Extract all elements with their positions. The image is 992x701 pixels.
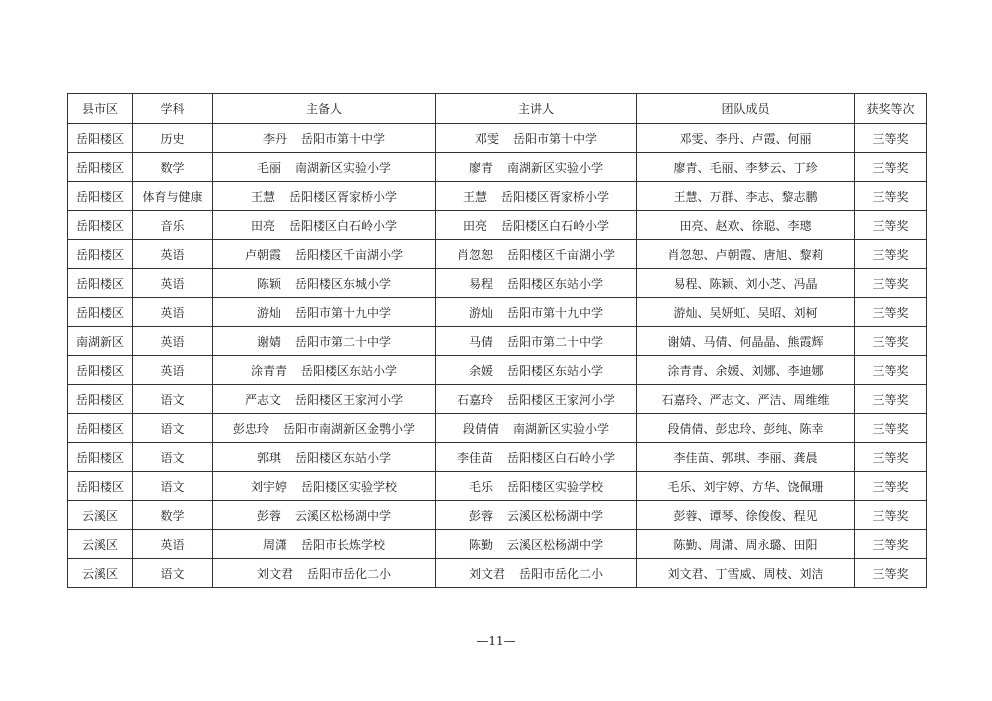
- cell-county: 岳阳楼区: [68, 472, 133, 501]
- preparer-school: 岳阳市第二十中学: [295, 334, 392, 349]
- cell-county: 岳阳楼区: [68, 182, 133, 211]
- cell-team: 石嘉玲、严志文、严洁、周维维: [637, 385, 855, 414]
- cell-subject: 数学: [133, 501, 213, 530]
- table-row: [68, 501, 927, 530]
- lecturer-name: 王慧: [462, 189, 487, 204]
- cell-team: 毛乐、刘宇婷、方华、饶佩珊: [637, 472, 855, 501]
- cell-county: 岳阳楼区: [68, 240, 133, 269]
- cell-award: 三等奖: [855, 559, 927, 588]
- preparer-name: 陈颖: [256, 276, 281, 291]
- preparer-school: 岳阳楼区千亩湖小学: [295, 247, 404, 262]
- lecturer-name: 邓雯: [474, 131, 499, 146]
- cell-team: 谢婧、马倩、何晶晶、熊霞辉: [637, 327, 855, 356]
- cell-preparer: [213, 356, 436, 385]
- preparer-school: 岳阳市长炼学校: [301, 537, 386, 552]
- cell-county: 南湖新区: [68, 327, 133, 356]
- cell-county: 岳阳楼区: [68, 414, 133, 443]
- cell-lecturer: [436, 356, 637, 385]
- cell-preparer: [213, 298, 436, 327]
- cell-subject: 语文: [133, 385, 213, 414]
- cell-preparer: [213, 530, 436, 559]
- lecturer-school: 岳阳楼区白石岭小学: [507, 450, 616, 465]
- cell-lecturer: [436, 153, 637, 182]
- cell-team: 肖忽恕、卢朝霞、唐旭、黎莉: [637, 240, 855, 269]
- cell-award: 三等奖: [855, 124, 927, 153]
- cell-lecturer: [436, 298, 637, 327]
- awards-table: [67, 93, 927, 588]
- preparer-school: 岳阳市第十中学: [301, 131, 386, 146]
- table-row: [68, 124, 927, 153]
- lecturer-school: 岳阳楼区千亩湖小学: [507, 247, 616, 262]
- table-row: [68, 385, 927, 414]
- cell-county: 岳阳楼区: [68, 443, 133, 472]
- lecturer-school: 岳阳楼区王家河小学: [507, 392, 616, 407]
- cell-subject: 英语: [133, 327, 213, 356]
- cell-lecturer: [436, 414, 637, 443]
- cell-subject: 音乐: [133, 211, 213, 240]
- cell-team: 涂青青、余媛、刘娜、李迪娜: [637, 356, 855, 385]
- cell-team: 田亮、赵欢、徐聪、李璁: [637, 211, 855, 240]
- table-row: [68, 530, 927, 559]
- table-row: [68, 153, 927, 182]
- cell-lecturer: [436, 385, 637, 414]
- cell-award: 三等奖: [855, 182, 927, 211]
- lecturer-school: 云溪区松杨湖中学: [507, 508, 604, 523]
- preparer-school: 云溪区松杨湖中学: [295, 508, 392, 523]
- cell-subject: 语文: [133, 414, 213, 443]
- table-row: [68, 269, 927, 298]
- preparer-name: 田亮: [250, 218, 275, 233]
- table-row: [68, 414, 927, 443]
- cell-preparer: [213, 501, 436, 530]
- cell-county: 云溪区: [68, 530, 133, 559]
- table-row: [68, 240, 927, 269]
- preparer-name: 严志文: [244, 392, 281, 407]
- lecturer-name: 游灿: [468, 305, 493, 320]
- cell-subject: 语文: [133, 559, 213, 588]
- cell-lecturer: [436, 501, 637, 530]
- cell-lecturer: [436, 327, 637, 356]
- preparer-school: 南湖新区实验小学: [295, 160, 392, 175]
- cell-team: 游灿、吴妍虹、吴昭、刘柯: [637, 298, 855, 327]
- cell-award: 三等奖: [855, 356, 927, 385]
- preparer-name: 毛丽: [256, 160, 281, 175]
- preparer-name: 谢婧: [256, 334, 281, 349]
- lecturer-name: 马倩: [468, 334, 493, 349]
- header-team: 团队成员: [637, 94, 855, 124]
- cell-award: 三等奖: [855, 327, 927, 356]
- cell-lecturer: [436, 269, 637, 298]
- cell-subject: 英语: [133, 356, 213, 385]
- preparer-school: 岳阳楼区胥家桥小学: [289, 189, 398, 204]
- cell-award: 三等奖: [855, 269, 927, 298]
- lecturer-name: 段倩倩: [462, 421, 499, 436]
- cell-lecturer: [436, 124, 637, 153]
- lecturer-name: 余媛: [468, 363, 493, 378]
- header-lecturer: 主讲人: [436, 94, 637, 124]
- cell-subject: 语文: [133, 472, 213, 501]
- lecturer-school: 岳阳市第十中学: [513, 131, 598, 146]
- preparer-name: 周潇: [262, 537, 287, 552]
- cell-lecturer: [436, 559, 637, 588]
- preparer-name: 李丹: [262, 131, 287, 146]
- preparer-school: 岳阳楼区东城小学: [295, 276, 392, 291]
- header-subject: 学科: [133, 94, 213, 124]
- cell-subject: 英语: [133, 530, 213, 559]
- cell-award: 三等奖: [855, 240, 927, 269]
- preparer-name: 涂青青: [250, 363, 287, 378]
- cell-award: 三等奖: [855, 211, 927, 240]
- cell-subject: 历史: [133, 124, 213, 153]
- lecturer-school: 岳阳楼区实验学校: [507, 479, 604, 494]
- cell-lecturer: [436, 182, 637, 211]
- header-award: 获奖等次: [855, 94, 927, 124]
- cell-team: 李佳苗、郭琪、李丽、龚晨: [637, 443, 855, 472]
- header-preparer: 主备人: [213, 94, 436, 124]
- lecturer-name: 李佳苗: [456, 450, 493, 465]
- preparer-school: 岳阳市岳化二小: [307, 566, 392, 581]
- lecturer-school: 岳阳楼区东站小学: [507, 363, 604, 378]
- cell-county: 云溪区: [68, 501, 133, 530]
- cell-preparer: [213, 385, 436, 414]
- cell-award: 三等奖: [855, 472, 927, 501]
- cell-award: 三等奖: [855, 153, 927, 182]
- cell-county: 岳阳楼区: [68, 124, 133, 153]
- cell-subject: 英语: [133, 240, 213, 269]
- preparer-name: 刘文君: [256, 566, 293, 581]
- awards-table-container: [67, 93, 926, 588]
- table-row: [68, 443, 927, 472]
- cell-team: 廖青、毛丽、李梦云、丁珍: [637, 153, 855, 182]
- cell-preparer: [213, 443, 436, 472]
- cell-award: 三等奖: [855, 530, 927, 559]
- cell-preparer: [213, 414, 436, 443]
- lecturer-school: 岳阳市第十九中学: [507, 305, 604, 320]
- lecturer-name: 肖忽恕: [456, 247, 493, 262]
- lecturer-name: 毛乐: [468, 479, 493, 494]
- preparer-name: 刘宇婷: [250, 479, 287, 494]
- cell-team: 邓雯、李丹、卢霞、何丽: [637, 124, 855, 153]
- cell-team: 段倩倩、彭忠玲、彭纯、陈幸: [637, 414, 855, 443]
- preparer-name: 王慧: [250, 189, 275, 204]
- cell-county: 云溪区: [68, 559, 133, 588]
- table-row: [68, 559, 927, 588]
- cell-lecturer: [436, 472, 637, 501]
- lecturer-name: 易程: [468, 276, 493, 291]
- cell-county: 岳阳楼区: [68, 298, 133, 327]
- cell-county: 岳阳楼区: [68, 385, 133, 414]
- preparer-school: 岳阳楼区东站小学: [295, 450, 392, 465]
- table-row: [68, 327, 927, 356]
- cell-county: 岳阳楼区: [68, 211, 133, 240]
- table-header-row: [68, 94, 927, 124]
- cell-preparer: [213, 211, 436, 240]
- preparer-school: 岳阳楼区实验学校: [301, 479, 398, 494]
- cell-team: 易程、陈颖、刘小芝、冯晶: [637, 269, 855, 298]
- table-row: [68, 182, 927, 211]
- table-row: [68, 298, 927, 327]
- preparer-school: 岳阳楼区东站小学: [301, 363, 398, 378]
- preparer-name: 彭蓉: [256, 508, 281, 523]
- cell-award: 三等奖: [855, 385, 927, 414]
- lecturer-school: 岳阳楼区胥家桥小学: [501, 189, 610, 204]
- lecturer-school: 云溪区松杨湖中学: [507, 537, 604, 552]
- cell-preparer: [213, 327, 436, 356]
- lecturer-school: 南湖新区实验小学: [513, 421, 610, 436]
- cell-county: 岳阳楼区: [68, 269, 133, 298]
- lecturer-name: 彭蓉: [468, 508, 493, 523]
- cell-county: 岳阳楼区: [68, 153, 133, 182]
- cell-subject: 体育与健康: [133, 182, 213, 211]
- cell-subject: 英语: [133, 269, 213, 298]
- cell-lecturer: [436, 211, 637, 240]
- cell-preparer: [213, 182, 436, 211]
- lecturer-school: 南湖新区实验小学: [507, 160, 604, 175]
- table-row: [68, 211, 927, 240]
- table-row: [68, 472, 927, 501]
- cell-preparer: [213, 559, 436, 588]
- preparer-name: 郭琪: [256, 450, 281, 465]
- preparer-school: 岳阳市第十九中学: [295, 305, 392, 320]
- preparer-school: 岳阳楼区白石岭小学: [289, 218, 398, 233]
- cell-subject: 英语: [133, 298, 213, 327]
- preparer-name: 游灿: [256, 305, 281, 320]
- table-row: [68, 356, 927, 385]
- header-county: 县市区: [68, 94, 133, 124]
- cell-lecturer: [436, 530, 637, 559]
- cell-lecturer: [436, 240, 637, 269]
- cell-award: 三等奖: [855, 298, 927, 327]
- cell-team: 王慧、万群、李志、黎志鹏: [637, 182, 855, 211]
- lecturer-school: 岳阳楼区东站小学: [507, 276, 604, 291]
- preparer-school: 岳阳楼区王家河小学: [295, 392, 404, 407]
- cell-award: 三等奖: [855, 443, 927, 472]
- lecturer-name: 田亮: [462, 218, 487, 233]
- preparer-school: 岳阳市南湖新区金鹗小学: [283, 421, 416, 436]
- cell-preparer: [213, 153, 436, 182]
- cell-award: 三等奖: [855, 501, 927, 530]
- cell-award: 三等奖: [855, 414, 927, 443]
- lecturer-school: 岳阳楼区白石岭小学: [501, 218, 610, 233]
- cell-team: 彭蓉、谭琴、徐俊俊、程见: [637, 501, 855, 530]
- preparer-name: 卢朝霞: [244, 247, 281, 262]
- cell-preparer: [213, 269, 436, 298]
- table-body: [68, 124, 927, 588]
- cell-preparer: [213, 124, 436, 153]
- page-number: —11—: [476, 634, 516, 648]
- cell-county: 岳阳楼区: [68, 356, 133, 385]
- lecturer-name: 刘文君: [468, 566, 505, 581]
- preparer-name: 彭忠玲: [232, 421, 269, 436]
- cell-preparer: [213, 240, 436, 269]
- cell-subject: 语文: [133, 443, 213, 472]
- lecturer-name: 石嘉玲: [456, 392, 493, 407]
- cell-preparer: [213, 472, 436, 501]
- lecturer-name: 廖青: [468, 160, 493, 175]
- cell-lecturer: [436, 443, 637, 472]
- lecturer-name: 陈勤: [468, 537, 493, 552]
- cell-team: 陈勤、周潇、周永璐、田阳: [637, 530, 855, 559]
- cell-subject: 数学: [133, 153, 213, 182]
- cell-team: 刘文君、丁雪威、周枝、刘洁: [637, 559, 855, 588]
- lecturer-school: 岳阳市岳化二小: [519, 566, 604, 581]
- lecturer-school: 岳阳市第二十中学: [507, 334, 604, 349]
